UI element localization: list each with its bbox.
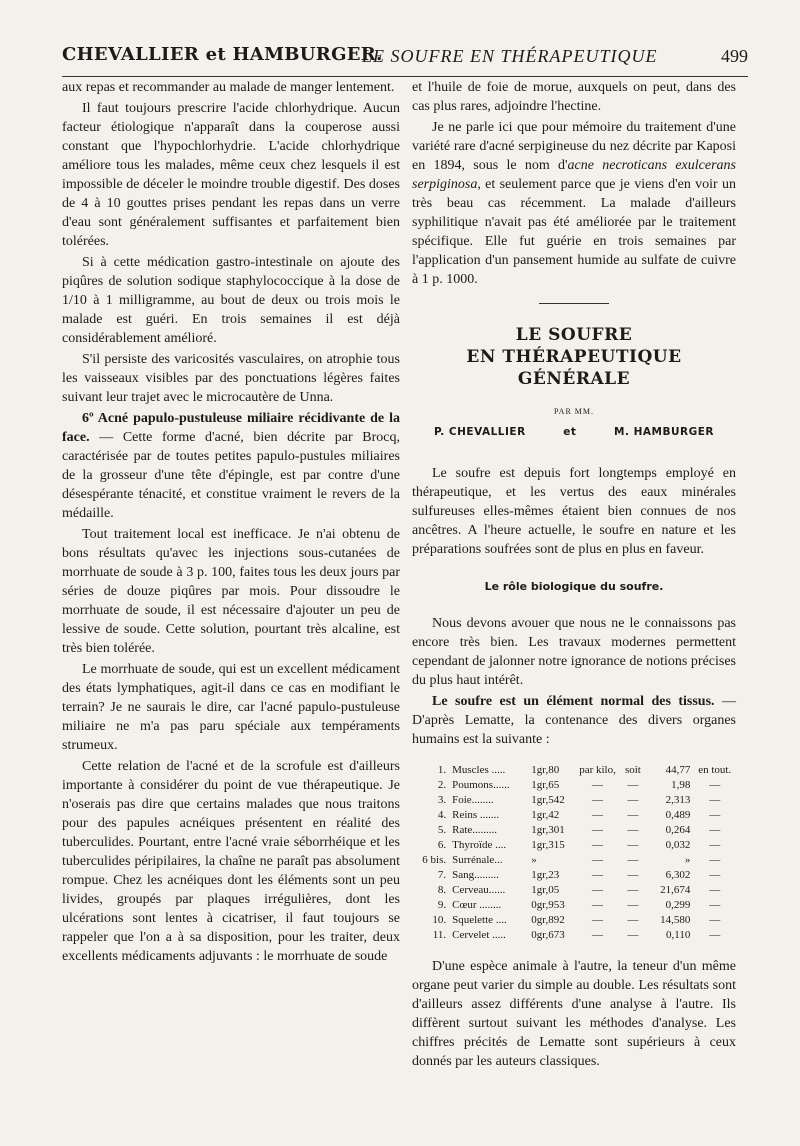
paragraph: Tout traitement local est inefficace. Je n'ai obtenu de bons résultats qu'avec les injections sous-cutanées de morrhuate de soude à 3 p. 100, faites tous les deux jours par séries de douze piqûres par mois. Pour dissoudre le morrhuate de soude, il est nécessaire d'ajouter un peu de lessive de soude. Cette solution, pourtant très alcaline, est très bien tolérée. <box>62 527 400 656</box>
table-cell-organ: Surrénale... <box>452 854 503 866</box>
article-title-line: GÉNÉRALE <box>517 369 631 389</box>
paragraph-text: Je ne parle ici que pour mémoire du traitement d'une variété rare d'acné serpigineuse du nez décrite par Kaposi en 1894, sous le nom d' <box>412 120 736 173</box>
table-cell-total: 1,98 <box>671 779 691 791</box>
table-cell-per: 0gr,953 <box>531 899 565 911</box>
table-cell-organ: Reins ....... <box>452 809 500 821</box>
table-cell-num: 8. <box>437 884 447 896</box>
table-cell-d1: par kilo, <box>579 764 616 776</box>
table-cell-per: 0gr,673 <box>531 929 565 941</box>
table-cell-num: 9. <box>437 899 447 911</box>
table-cell-num: 4. <box>437 809 447 821</box>
table-cell-organ: Muscles ..... <box>452 764 506 776</box>
table-cell-per: 1gr,80 <box>531 764 560 776</box>
table-cell-tail: — <box>709 794 721 806</box>
table-cell-d1: — <box>592 779 604 791</box>
table-cell-organ: Sang......... <box>452 869 499 881</box>
table-cell-organ: Cerveau...... <box>452 884 506 896</box>
paragraph: S'il persiste des varicosités vasculaires, on atrophie tous les vaisseaux visibles par des ponctuations légères faites suivant leur trajet avec le microcautère de Unna. <box>62 352 400 405</box>
paragraph: aux repas et recommander au malade de manger lentement. <box>62 80 395 95</box>
author-name: M. HAMBURGER <box>614 426 714 438</box>
table-cell-d1: — <box>592 824 604 836</box>
table-cell-per: 1gr,23 <box>531 869 560 881</box>
table-cell-tail: — <box>709 839 721 851</box>
table-cell-total: » <box>684 854 691 866</box>
table-cell-num: 6. <box>437 839 447 851</box>
table-cell-num: 10. <box>432 914 447 926</box>
table-cell-d1: — <box>592 899 604 911</box>
author-name: P. CHEVALLIER <box>434 426 526 438</box>
page-number: 499 <box>721 46 748 66</box>
table-row <box>412 853 736 868</box>
table-cell-total: 14,580 <box>660 914 691 926</box>
table-cell-d2: — <box>627 794 639 806</box>
table-row <box>412 838 736 853</box>
table-cell-tail: — <box>709 869 721 881</box>
table-cell-total: 6,302 <box>665 869 691 881</box>
paragraph: et l'huile de foie de morue, auxquels on peut, dans des cas plus rares, adjoindre l'hectine. <box>412 80 736 114</box>
table-cell-num: 1. <box>437 764 447 776</box>
paragraph-text: — Cette forme d'acné, bien décrite par Brocq, caractérisée par de toutes petites papulo-pustules miliaires de la grosseur d'une tête d'épingle, est par contre d'une désespérante ténacité, et constitue vraiment le revers de la médaille. <box>62 430 400 521</box>
paragraph: Il faut toujours prescrire l'acide chlorhydrique. Aucun facteur étiologique n'apparaît dans la couperose aussi constant que l'hypochlorhydrie. L'acide chlorhydrique améliore tous les malades, même ceux chez lesquels il est impossible de déceler le moindre trouble digestif. Des doses de 4 à 10 gouttes prises pendant les repas dans un verre d'eau sont généralement suffisantes et parfaitement bien tolérées. <box>62 101 400 249</box>
table-cell-total: 0,032 <box>665 839 691 851</box>
table-row <box>412 763 736 778</box>
table-cell-organ: Cervelet ..... <box>452 929 506 941</box>
table-cell-total: 21,674 <box>660 884 691 896</box>
table-cell-num: 2. <box>437 779 447 791</box>
table-row <box>412 778 736 793</box>
section-lead: 6º Acné papulo-pustuleuse miliaire récidivante de la face. <box>62 411 400 445</box>
table-cell-d2: — <box>627 809 639 821</box>
table-cell-d1: — <box>592 794 604 806</box>
table-cell-d2: — <box>627 929 639 941</box>
table-cell-per: 1gr,65 <box>531 779 560 791</box>
table-cell-d2: — <box>627 884 639 896</box>
table-cell-num: 11. <box>432 929 447 941</box>
table-cell-d2: — <box>627 914 639 926</box>
table-cell-organ: Foie........ <box>452 794 494 806</box>
paragraph <box>62 409 400 523</box>
latin-term: acne necroticans exulcerans serpiginosa <box>412 158 736 192</box>
table-cell-d2: — <box>627 854 639 866</box>
table-cell-tail: — <box>709 854 721 866</box>
table-cell-d1: — <box>592 929 604 941</box>
table-cell-total: 0,264 <box>665 824 691 836</box>
byline-et: et <box>563 426 577 438</box>
table-cell-tail: — <box>709 809 721 821</box>
table-cell-organ: Poumons...... <box>452 779 510 791</box>
table-cell-per: 1gr,542 <box>531 794 565 806</box>
paragraph: Cette relation de l'acné et de la scrofule est d'ailleurs importante à considérer du point de vue thérapeutique. Je n'oserais pas dire que certains malades que nous traitons pour des papules acnéiques présentent en réalité des tuberculides. Pourtant, entre l'acné vraie séborrhéique et les tuberculides péripilaires, la chaîne ne paraît pas absolument rompue. Chez les acnéiques dont les éléments sont un peu livides, groupés par plaques irrégulières, dont les ulcérations sont lentes à cicatriser, il faut toujours se rappeler que l'on a à sa disposition, pour les traiter, deux excellents médicaments adjuvants : le morrhuate de soude <box>62 759 400 964</box>
table-row <box>412 808 736 823</box>
table-cell-total: 0,110 <box>666 929 691 941</box>
table-cell-organ: Thyroïde .... <box>452 839 507 851</box>
table-row <box>412 898 736 913</box>
table-cell-organ: Cœur ........ <box>452 899 502 911</box>
table-cell-per: » <box>531 854 537 866</box>
table-cell-total: 0,299 <box>665 899 691 911</box>
table-cell-d2: — <box>627 839 639 851</box>
table-cell-organ: Rate......... <box>452 824 498 836</box>
table-cell-d1: — <box>592 884 604 896</box>
table-cell-d1: — <box>592 809 604 821</box>
table-cell-d2: — <box>627 899 639 911</box>
paragraph-text: , et seulement parce que je viens d'en voir un très beau cas récemment. La malade d'ailleurs syphilitique n'avait pas été améliorée par le traitement spécifique. Elle fut guérie en trois semaines par l'application d'un pansement humide au sulfate de cuivre à 1 p. 1000. <box>412 177 736 287</box>
table-cell-total: 0,489 <box>665 809 691 821</box>
table-cell-tail: — <box>709 779 721 791</box>
table-cell-d2: soit <box>624 764 641 776</box>
table-cell-num: 7. <box>437 869 447 881</box>
table-cell-total: 2,313 <box>665 794 691 806</box>
table-cell-tail: — <box>709 899 721 911</box>
paragraph: D'une espèce animale à l'autre, la teneur d'un même organe peut varier du simple au double. Les résultats sont d'ailleurs assez différents d'une analyse à l'autre. Ils diffèrent surtout suivant les méthodes d'analyse. Les chiffres précités de Lematte sont supérieurs à ceux donnés par les auteurs classiques. <box>412 959 736 1069</box>
paragraph <box>412 118 736 289</box>
table-cell-tail: — <box>709 884 721 896</box>
table-cell-d1: — <box>592 854 604 866</box>
header-authors: CHEVALLIER et HAMBURGER. <box>62 44 383 65</box>
paragraph: Le soufre est depuis fort longtemps employé en thérapeutique, et les vertus des eaux minérales sulfureuses elles-mêmes étaient bien connues de nos ancêtres. A l'heure actuelle, le soufre en nature et les préparations soufrées sont de plus en plus en faveur. <box>412 466 736 557</box>
table-cell-d1: — <box>592 869 604 881</box>
sulfur-content-table <box>412 763 736 943</box>
paragraph: Le morrhuate de soude, qui est un excellent médicament des états lymphatiques, agit-il dans ce cas en modifiant le terrain? Je ne saurais le dire, car l'acné papulo-pustuleuse miliaire ne m'a pas paru spéciale aux tempéraments strumeux. <box>62 662 400 753</box>
table-cell-d1: — <box>592 839 604 851</box>
section-lead: Le soufre est un élément normal des tissus. <box>432 694 715 709</box>
table-cell-d2: — <box>627 824 639 836</box>
par-label: PAR MM. <box>553 407 595 416</box>
byline <box>412 421 736 442</box>
running-header <box>62 42 748 77</box>
left-column <box>62 78 400 968</box>
table-cell-organ: Squelette .... <box>452 914 507 926</box>
table-cell-per: 0gr,892 <box>531 914 565 926</box>
article-title <box>412 324 736 390</box>
table-cell-num: 6 bis. <box>422 854 447 866</box>
table-row <box>412 928 736 943</box>
article-title-line: EN THÉRAPEUTIQUE <box>466 347 682 367</box>
table-cell-per: 1gr,05 <box>531 884 560 896</box>
table-row <box>412 793 736 808</box>
table-cell-num: 3. <box>437 794 447 806</box>
table-row <box>412 823 736 838</box>
table-cell-per: 1gr,315 <box>531 839 565 851</box>
separator-rule <box>539 303 609 304</box>
table-row <box>412 883 736 898</box>
article-title-line: LE SOUFRE <box>515 325 633 345</box>
paragraph-text: — D'après Lematte, la contenance des divers organes humains est la suivante : <box>412 694 737 747</box>
paragraph: Si à cette médication gastro-intestinale on ajoute des piqûres de solution sodique staphylococcique à la dose de 1/10 à 1 milligramme, au bout de deux ou trois mois le malade est guéri. En trois semaines il est déjà considérablement amélioré. <box>62 255 400 346</box>
table-cell-per: 1gr,301 <box>531 824 565 836</box>
table-cell-tail: — <box>709 914 721 926</box>
table-cell-d2: — <box>627 779 639 791</box>
table-row <box>412 868 736 883</box>
right-column <box>412 78 736 1073</box>
paragraph: Nous devons avouer que nous ne le connaissons pas encore très bien. Les travaux modernes permettent cependant de jalonner notre ignorance de notions précises du plus haut intérêt. <box>412 616 736 688</box>
table-cell-d2: — <box>627 869 639 881</box>
section-subheading: Le rôle biologique du soufre. <box>484 580 664 593</box>
table-cell-num: 5. <box>437 824 447 836</box>
paragraph <box>412 692 736 749</box>
table-cell-tail: en tout. <box>698 764 732 776</box>
table-cell-tail: — <box>709 929 721 941</box>
table-cell-total: 44,77 <box>665 764 691 776</box>
table-cell-d1: — <box>592 914 604 926</box>
table-row <box>412 913 736 928</box>
header-running-title: LE SOUFRE EN THÉRAPEUTIQUE <box>362 46 658 66</box>
table-cell-per: 1gr,42 <box>531 809 560 821</box>
table-cell-tail: — <box>709 824 721 836</box>
